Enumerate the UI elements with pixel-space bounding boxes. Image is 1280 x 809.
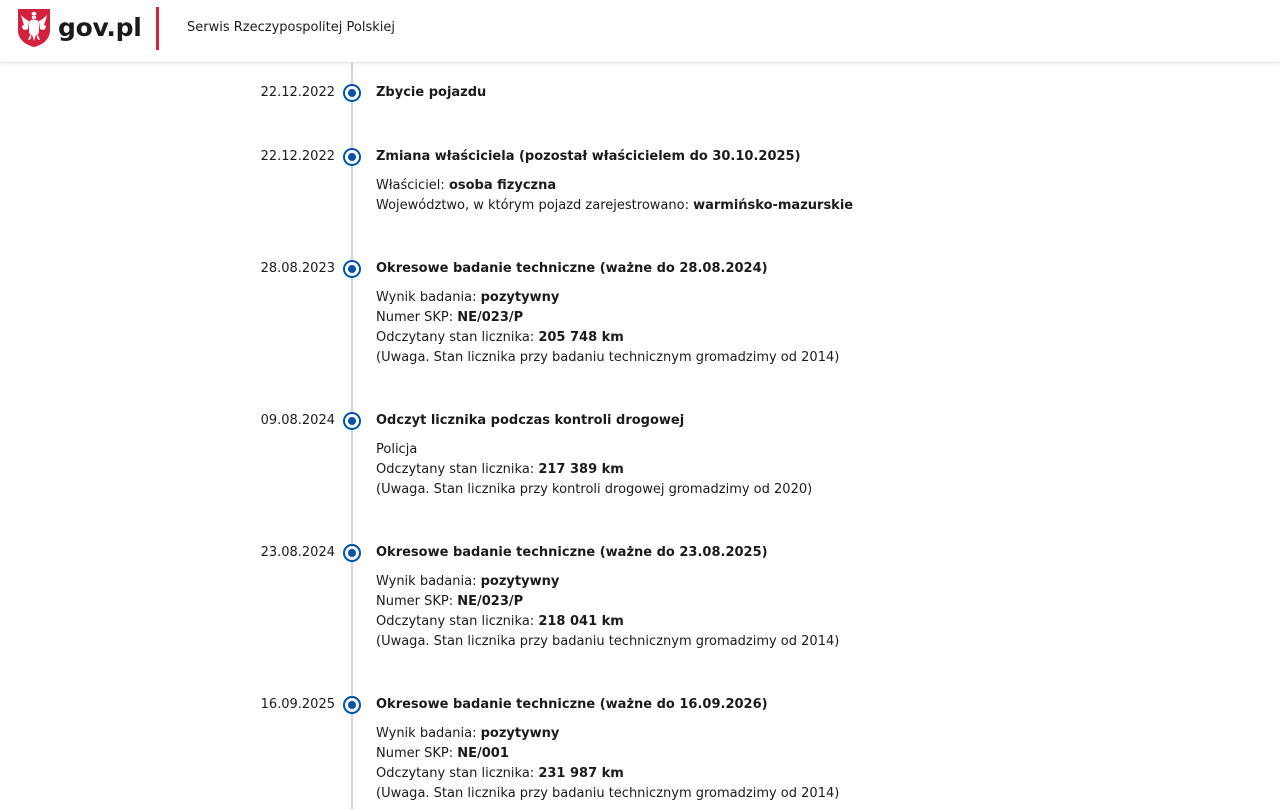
detail-note: (Uwaga. Stan licznika przy badaniu technicznym gromadzimy od 2014) [376, 350, 840, 365]
event-details [376, 440, 812, 500]
detail-label: Województwo, w którym pojazd zarejestrowano: [376, 198, 694, 213]
event-title: Okresowe badanie techniczne (ważne do 23.08.2025) [376, 545, 768, 560]
detail-line [376, 328, 839, 348]
detail-label: Numer SKP: [376, 310, 458, 325]
logo-text: gov.pl [58, 12, 142, 42]
detail-line [376, 572, 839, 592]
event-date: 16.09.2025 [260, 697, 335, 712]
detail-line [376, 612, 839, 632]
detail-line [376, 308, 839, 328]
event-details [376, 288, 839, 368]
event-title: Okresowe badanie techniczne (ważne do 28.08.2024) [376, 261, 768, 276]
header-divider [156, 7, 159, 50]
detail-label: Wynik badania: [376, 726, 481, 741]
timeline-marker-icon [343, 696, 361, 714]
event-details [376, 176, 853, 216]
detail-label: Wynik badania: [376, 574, 481, 589]
event-title: Zmiana właściciela (pozostał właścicielem do 30.10.2025) [376, 149, 801, 164]
timeline-marker-icon [343, 412, 361, 430]
detail-note: (Uwaga. Stan licznika przy badaniu technicznym gromadzimy od 2014) [376, 786, 840, 801]
detail-label: Odczytany stan licznika: [376, 766, 539, 781]
detail-value: NE/023/P [457, 310, 524, 325]
detail-line [376, 176, 853, 196]
detail-value: osoba fizyczna [448, 178, 557, 193]
detail-label: Numer SKP: [376, 746, 458, 761]
timeline-marker-icon [343, 260, 361, 278]
detail-label: Odczytany stan licznika: [376, 462, 539, 477]
timeline-marker-icon [343, 544, 361, 562]
detail-value: 218 041 km [538, 614, 624, 629]
polish-eagle-icon [17, 8, 51, 48]
detail-value: warmińsko-mazurskie [693, 198, 854, 213]
detail-label: Odczytany stan licznika: [376, 330, 539, 345]
gov-pl-home-link[interactable] [17, 8, 142, 48]
event-title: Zbycie pojazdu [376, 85, 487, 100]
detail-line [376, 460, 812, 480]
event-details [376, 572, 839, 652]
detail-value: pozytywny [480, 290, 560, 305]
detail-value: pozytywny [480, 574, 560, 589]
detail-line [376, 288, 839, 308]
detail-line [376, 764, 839, 784]
detail-value: NE/001 [457, 746, 509, 761]
event-date: 22.12.2022 [260, 149, 335, 164]
detail-value: NE/023/P [457, 594, 524, 609]
event-title: Okresowe badanie techniczne (ważne do 16.09.2026) [376, 697, 768, 712]
detail-value: 217 389 km [538, 462, 624, 477]
detail-label: Odczytany stan licznika: [376, 614, 539, 629]
event-date: 09.08.2024 [260, 413, 335, 428]
event-details [376, 724, 839, 804]
event-date: 23.08.2024 [260, 545, 335, 560]
detail-source: Policja [376, 442, 418, 457]
timeline-marker-icon [343, 148, 361, 166]
service-name: Serwis Rzeczypospolitej Polskiej [187, 20, 395, 35]
event-title: Odczyt licznika podczas kontroli drogowej [376, 413, 685, 428]
detail-label: Wynik badania: [376, 290, 481, 305]
timeline-marker-icon [343, 84, 361, 102]
site-header [0, 0, 1280, 63]
detail-label: Właściciel: [376, 178, 449, 193]
detail-note: (Uwaga. Stan licznika przy kontroli drogowej gromadzimy od 2020) [376, 482, 813, 497]
detail-note: (Uwaga. Stan licznika przy badaniu technicznym gromadzimy od 2014) [376, 634, 840, 649]
event-date: 28.08.2023 [260, 261, 335, 276]
detail-line [376, 724, 839, 744]
detail-value: 231 987 km [538, 766, 624, 781]
detail-value: pozytywny [480, 726, 560, 741]
detail-label: Numer SKP: [376, 594, 458, 609]
detail-line [376, 592, 839, 612]
detail-value: 205 748 km [538, 330, 624, 345]
detail-line [376, 196, 853, 216]
detail-line [376, 744, 839, 764]
event-date: 22.12.2022 [260, 85, 335, 100]
